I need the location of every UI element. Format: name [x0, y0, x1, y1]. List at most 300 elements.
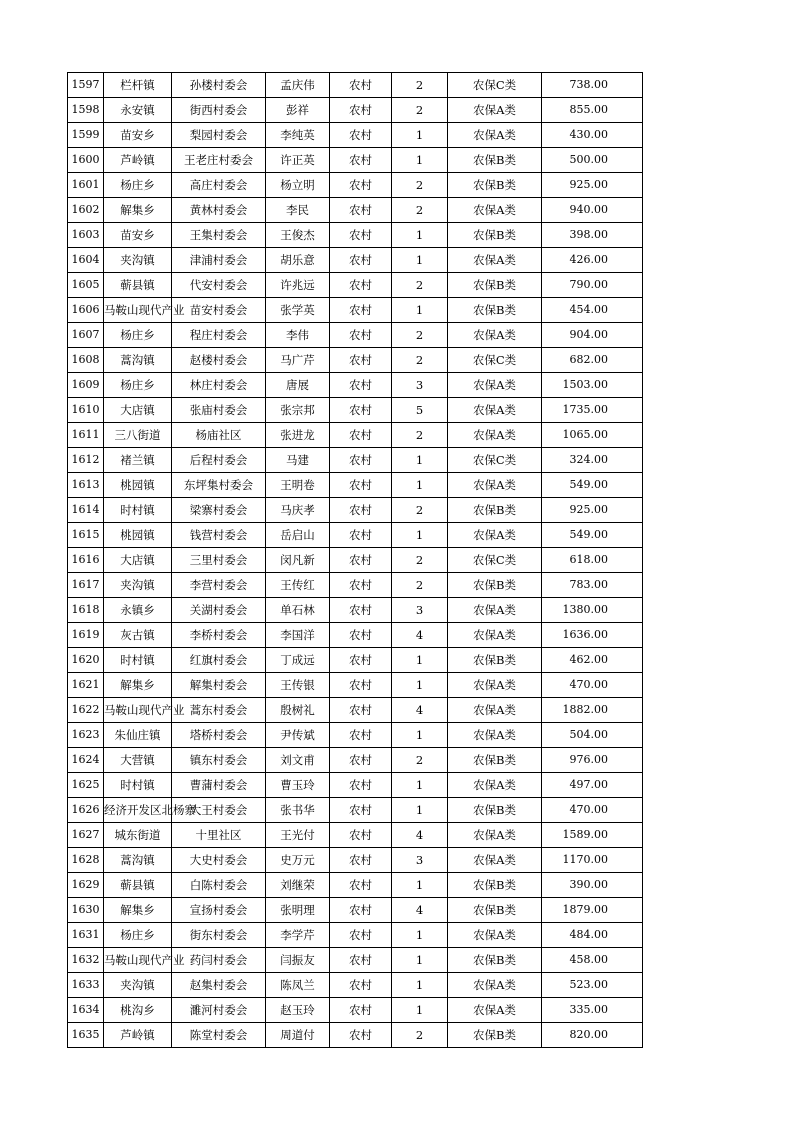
- area-type-cell: 农村: [330, 848, 392, 873]
- row-number-cell: 1628: [68, 848, 104, 873]
- person-name-cell: 周道付: [266, 1023, 330, 1048]
- amount-cell: 1882.00: [542, 698, 643, 723]
- row-number-cell: 1633: [68, 973, 104, 998]
- amount-cell: 398.00: [542, 223, 643, 248]
- person-name-cell: 曹玉玲: [266, 773, 330, 798]
- row-number-cell: 1618: [68, 598, 104, 623]
- amount-cell: 470.00: [542, 673, 643, 698]
- person-name-cell: 王俊杰: [266, 223, 330, 248]
- household-count-cell: 1: [392, 523, 448, 548]
- person-name-cell: 赵玉玲: [266, 998, 330, 1023]
- town-cell: 城东街道: [104, 823, 172, 848]
- person-name-cell: 李纯英: [266, 123, 330, 148]
- insurance-category-cell: 农保A类: [448, 323, 542, 348]
- area-type-cell: 农村: [330, 423, 392, 448]
- village-committee-cell: 李营村委会: [172, 573, 266, 598]
- village-committee-cell: 塔桥村委会: [172, 723, 266, 748]
- household-count-cell: 4: [392, 898, 448, 923]
- town-cell: 桃园镇: [104, 523, 172, 548]
- town-cell: 杨庄乡: [104, 323, 172, 348]
- amount-cell: 324.00: [542, 448, 643, 473]
- person-name-cell: 胡乐意: [266, 248, 330, 273]
- table-row: [68, 873, 643, 898]
- row-number-cell: 1599: [68, 123, 104, 148]
- area-type-cell: 农村: [330, 98, 392, 123]
- insurance-category-cell: 农保A类: [448, 423, 542, 448]
- person-name-cell: 王传红: [266, 573, 330, 598]
- row-number-cell: 1632: [68, 948, 104, 973]
- area-type-cell: 农村: [330, 473, 392, 498]
- household-count-cell: 1: [392, 773, 448, 798]
- household-count-cell: 2: [392, 573, 448, 598]
- village-committee-cell: 十里社区: [172, 823, 266, 848]
- household-count-cell: 1: [392, 248, 448, 273]
- table-row: [68, 398, 643, 423]
- household-count-cell: 2: [392, 173, 448, 198]
- amount-cell: 549.00: [542, 473, 643, 498]
- village-committee-cell: 赵楼村委会: [172, 348, 266, 373]
- row-number-cell: 1606: [68, 298, 104, 323]
- amount-cell: 1503.00: [542, 373, 643, 398]
- town-cell: 芦岭镇: [104, 148, 172, 173]
- amount-cell: 335.00: [542, 998, 643, 1023]
- household-count-cell: 2: [392, 748, 448, 773]
- town-cell: 蕲县镇: [104, 273, 172, 298]
- person-name-cell: 许正英: [266, 148, 330, 173]
- amount-cell: 1735.00: [542, 398, 643, 423]
- area-type-cell: 农村: [330, 948, 392, 973]
- table-row: [68, 298, 643, 323]
- town-cell: 解集乡: [104, 898, 172, 923]
- insurance-category-cell: 农保B类: [448, 648, 542, 673]
- village-committee-cell: 白陈村委会: [172, 873, 266, 898]
- village-committee-cell: 三里村委会: [172, 548, 266, 573]
- person-name-cell: 王明卷: [266, 473, 330, 498]
- table-row: [68, 798, 643, 823]
- area-type-cell: 农村: [330, 798, 392, 823]
- insurance-category-cell: 农保B类: [448, 148, 542, 173]
- row-number-cell: 1607: [68, 323, 104, 348]
- household-count-cell: 1: [392, 948, 448, 973]
- town-cell: 蒿沟镇: [104, 348, 172, 373]
- household-count-cell: 5: [392, 398, 448, 423]
- area-type-cell: 农村: [330, 348, 392, 373]
- person-name-cell: 张书华: [266, 798, 330, 823]
- insurance-category-cell: 农保A类: [448, 123, 542, 148]
- insurance-category-cell: 农保C类: [448, 548, 542, 573]
- insurance-category-cell: 农保A类: [448, 998, 542, 1023]
- person-name-cell: 单石林: [266, 598, 330, 623]
- row-number-cell: 1602: [68, 198, 104, 223]
- amount-cell: 790.00: [542, 273, 643, 298]
- household-count-cell: 1: [392, 673, 448, 698]
- town-cell: 蕲县镇: [104, 873, 172, 898]
- town-cell: 时村镇: [104, 773, 172, 798]
- amount-cell: 497.00: [542, 773, 643, 798]
- amount-cell: 470.00: [542, 798, 643, 823]
- row-number-cell: 1623: [68, 723, 104, 748]
- table-row: [68, 423, 643, 448]
- area-type-cell: 农村: [330, 748, 392, 773]
- row-number-cell: 1616: [68, 548, 104, 573]
- insurance-category-cell: 农保A类: [448, 723, 542, 748]
- household-count-cell: 1: [392, 723, 448, 748]
- town-cell: 蒿沟镇: [104, 848, 172, 873]
- town-cell: 杨庄乡: [104, 173, 172, 198]
- table-row: [68, 898, 643, 923]
- row-number-cell: 1603: [68, 223, 104, 248]
- village-committee-cell: 镇东村委会: [172, 748, 266, 773]
- insurance-category-cell: 农保A类: [448, 673, 542, 698]
- household-count-cell: 2: [392, 273, 448, 298]
- village-committee-cell: 大史村委会: [172, 848, 266, 873]
- area-type-cell: 农村: [330, 573, 392, 598]
- area-type-cell: 农村: [330, 773, 392, 798]
- town-cell: 大营镇: [104, 748, 172, 773]
- row-number-cell: 1634: [68, 998, 104, 1023]
- household-count-cell: 1: [392, 448, 448, 473]
- town-cell: 三八街道: [104, 423, 172, 448]
- household-count-cell: 2: [392, 98, 448, 123]
- person-name-cell: 殷树礼: [266, 698, 330, 723]
- amount-cell: 783.00: [542, 573, 643, 598]
- insurance-category-cell: 农保B类: [448, 798, 542, 823]
- amount-cell: 500.00: [542, 148, 643, 173]
- village-committee-cell: 关湖村委会: [172, 598, 266, 623]
- row-number-cell: 1612: [68, 448, 104, 473]
- table-row: [68, 848, 643, 873]
- area-type-cell: 农村: [330, 323, 392, 348]
- table-row: [68, 748, 643, 773]
- row-number-cell: 1617: [68, 573, 104, 598]
- household-count-cell: 2: [392, 548, 448, 573]
- table-row: [68, 498, 643, 523]
- household-count-cell: 1: [392, 298, 448, 323]
- town-cell: 桃园镇: [104, 473, 172, 498]
- village-committee-cell: 林庄村委会: [172, 373, 266, 398]
- insurance-category-cell: 农保A类: [448, 598, 542, 623]
- person-name-cell: 李国洋: [266, 623, 330, 648]
- town-cell: 灰古镇: [104, 623, 172, 648]
- village-committee-cell: 大王村委会: [172, 798, 266, 823]
- row-number-cell: 1620: [68, 648, 104, 673]
- row-number-cell: 1629: [68, 873, 104, 898]
- insurance-category-cell: 农保A类: [448, 248, 542, 273]
- row-number-cell: 1605: [68, 273, 104, 298]
- household-count-cell: 3: [392, 373, 448, 398]
- row-number-cell: 1604: [68, 248, 104, 273]
- area-type-cell: 农村: [330, 1023, 392, 1048]
- area-type-cell: 农村: [330, 973, 392, 998]
- area-type-cell: 农村: [330, 448, 392, 473]
- village-committee-cell: 苗安村委会: [172, 298, 266, 323]
- insurance-category-cell: 农保A类: [448, 823, 542, 848]
- table-row: [68, 998, 643, 1023]
- household-count-cell: 1: [392, 973, 448, 998]
- amount-cell: 1636.00: [542, 623, 643, 648]
- row-number-cell: 1624: [68, 748, 104, 773]
- area-type-cell: 农村: [330, 623, 392, 648]
- person-name-cell: 岳启山: [266, 523, 330, 548]
- town-cell: 杨庄乡: [104, 923, 172, 948]
- village-committee-cell: 后程村委会: [172, 448, 266, 473]
- table-row: [68, 973, 643, 998]
- household-count-cell: 1: [392, 798, 448, 823]
- table-row: [68, 73, 643, 98]
- data-sheet: [67, 72, 643, 1048]
- row-number-cell: 1598: [68, 98, 104, 123]
- amount-cell: 523.00: [542, 973, 643, 998]
- amount-cell: 940.00: [542, 198, 643, 223]
- insurance-category-cell: 农保A类: [448, 523, 542, 548]
- table-row: [68, 948, 643, 973]
- town-cell: 马鞍山现代产业: [104, 298, 172, 323]
- insurance-category-cell: 农保B类: [448, 273, 542, 298]
- area-type-cell: 农村: [330, 598, 392, 623]
- person-name-cell: 陈凤兰: [266, 973, 330, 998]
- row-number-cell: 1611: [68, 423, 104, 448]
- area-type-cell: 农村: [330, 248, 392, 273]
- insurance-category-cell: 农保A类: [448, 848, 542, 873]
- person-name-cell: 许兆远: [266, 273, 330, 298]
- table-row: [68, 1023, 643, 1048]
- amount-cell: 1589.00: [542, 823, 643, 848]
- amount-cell: 1170.00: [542, 848, 643, 873]
- insurance-category-cell: 农保A类: [448, 373, 542, 398]
- town-cell: 苗安乡: [104, 223, 172, 248]
- table-row: [68, 523, 643, 548]
- area-type-cell: 农村: [330, 548, 392, 573]
- table-row: [68, 98, 643, 123]
- village-committee-cell: 街西村委会: [172, 98, 266, 123]
- insurance-category-cell: 农保A类: [448, 473, 542, 498]
- person-name-cell: 张宗邦: [266, 398, 330, 423]
- table-row: [68, 373, 643, 398]
- row-number-cell: 1597: [68, 73, 104, 98]
- table-body: [68, 73, 643, 1048]
- amount-cell: 618.00: [542, 548, 643, 573]
- row-number-cell: 1610: [68, 398, 104, 423]
- household-count-cell: 1: [392, 223, 448, 248]
- household-count-cell: 2: [392, 348, 448, 373]
- household-count-cell: 1: [392, 923, 448, 948]
- amount-cell: 462.00: [542, 648, 643, 673]
- insurance-category-cell: 农保C类: [448, 448, 542, 473]
- town-cell: 夹沟镇: [104, 973, 172, 998]
- household-count-cell: 2: [392, 1023, 448, 1048]
- area-type-cell: 农村: [330, 698, 392, 723]
- village-committee-cell: 赵集村委会: [172, 973, 266, 998]
- person-name-cell: 闵凡新: [266, 548, 330, 573]
- village-committee-cell: 红旗村委会: [172, 648, 266, 673]
- amount-cell: 1879.00: [542, 898, 643, 923]
- row-number-cell: 1613: [68, 473, 104, 498]
- village-committee-cell: 梁寨村委会: [172, 498, 266, 523]
- town-cell: 夹沟镇: [104, 248, 172, 273]
- row-number-cell: 1619: [68, 623, 104, 648]
- town-cell: 大店镇: [104, 548, 172, 573]
- household-count-cell: 1: [392, 473, 448, 498]
- table-row: [68, 823, 643, 848]
- person-name-cell: 杨立明: [266, 173, 330, 198]
- household-count-cell: 1: [392, 148, 448, 173]
- town-cell: 永安镇: [104, 98, 172, 123]
- town-cell: 马鞍山现代产业: [104, 948, 172, 973]
- town-cell: 芦岭镇: [104, 1023, 172, 1048]
- village-committee-cell: 蒿东村委会: [172, 698, 266, 723]
- insurance-category-cell: 农保A类: [448, 973, 542, 998]
- amount-cell: 458.00: [542, 948, 643, 973]
- insurance-category-cell: 农保C类: [448, 348, 542, 373]
- household-count-cell: 2: [392, 198, 448, 223]
- village-committee-cell: 孙楼村委会: [172, 73, 266, 98]
- person-name-cell: 尹传斌: [266, 723, 330, 748]
- row-number-cell: 1614: [68, 498, 104, 523]
- table-row: [68, 323, 643, 348]
- amount-cell: 426.00: [542, 248, 643, 273]
- area-type-cell: 农村: [330, 73, 392, 98]
- insurance-category-cell: 农保B类: [448, 1023, 542, 1048]
- household-count-cell: 1: [392, 873, 448, 898]
- row-number-cell: 1609: [68, 373, 104, 398]
- insurance-category-cell: 农保B类: [448, 223, 542, 248]
- area-type-cell: 农村: [330, 398, 392, 423]
- person-name-cell: 张学英: [266, 298, 330, 323]
- village-committee-cell: 王集村委会: [172, 223, 266, 248]
- amount-cell: 925.00: [542, 498, 643, 523]
- amount-cell: 738.00: [542, 73, 643, 98]
- person-name-cell: 闫振友: [266, 948, 330, 973]
- table-row: [68, 198, 643, 223]
- town-cell: 时村镇: [104, 648, 172, 673]
- amount-cell: 430.00: [542, 123, 643, 148]
- town-cell: 褚兰镇: [104, 448, 172, 473]
- table-row: [68, 173, 643, 198]
- table-row: [68, 148, 643, 173]
- row-number-cell: 1631: [68, 923, 104, 948]
- insurance-category-cell: 农保B类: [448, 873, 542, 898]
- household-count-cell: 1: [392, 998, 448, 1023]
- village-committee-cell: 梨园村委会: [172, 123, 266, 148]
- area-type-cell: 农村: [330, 173, 392, 198]
- table-row: [68, 923, 643, 948]
- table-row: [68, 123, 643, 148]
- household-count-cell: 2: [392, 423, 448, 448]
- table-row: [68, 348, 643, 373]
- amount-cell: 925.00: [542, 173, 643, 198]
- household-count-cell: 3: [392, 598, 448, 623]
- area-type-cell: 农村: [330, 873, 392, 898]
- household-count-cell: 1: [392, 648, 448, 673]
- household-count-cell: 4: [392, 623, 448, 648]
- household-count-cell: 1: [392, 123, 448, 148]
- area-type-cell: 农村: [330, 523, 392, 548]
- area-type-cell: 农村: [330, 198, 392, 223]
- town-cell: 解集乡: [104, 673, 172, 698]
- table-row: [68, 623, 643, 648]
- village-committee-cell: 黄林村委会: [172, 198, 266, 223]
- area-type-cell: 农村: [330, 823, 392, 848]
- village-committee-cell: 东坪集村委会: [172, 473, 266, 498]
- town-cell: 大店镇: [104, 398, 172, 423]
- town-cell: 解集乡: [104, 198, 172, 223]
- area-type-cell: 农村: [330, 648, 392, 673]
- amount-cell: 504.00: [542, 723, 643, 748]
- amount-cell: 820.00: [542, 1023, 643, 1048]
- household-count-cell: 4: [392, 823, 448, 848]
- table-row: [68, 223, 643, 248]
- person-name-cell: 彭祥: [266, 98, 330, 123]
- row-number-cell: 1630: [68, 898, 104, 923]
- area-type-cell: 农村: [330, 723, 392, 748]
- row-number-cell: 1622: [68, 698, 104, 723]
- village-committee-cell: 津浦村委会: [172, 248, 266, 273]
- row-number-cell: 1625: [68, 773, 104, 798]
- row-number-cell: 1608: [68, 348, 104, 373]
- amount-cell: 855.00: [542, 98, 643, 123]
- person-name-cell: 史万元: [266, 848, 330, 873]
- area-type-cell: 农村: [330, 223, 392, 248]
- insurance-category-cell: 农保A类: [448, 623, 542, 648]
- row-number-cell: 1627: [68, 823, 104, 848]
- table-row: [68, 448, 643, 473]
- insurance-category-cell: 农保B类: [448, 948, 542, 973]
- amount-cell: 390.00: [542, 873, 643, 898]
- person-name-cell: 王光付: [266, 823, 330, 848]
- row-number-cell: 1600: [68, 148, 104, 173]
- village-committee-cell: 王老庄村委会: [172, 148, 266, 173]
- town-cell: 马鞍山现代产业: [104, 698, 172, 723]
- row-number-cell: 1635: [68, 1023, 104, 1048]
- town-cell: 栏杆镇: [104, 73, 172, 98]
- amount-cell: 682.00: [542, 348, 643, 373]
- household-count-cell: 2: [392, 498, 448, 523]
- village-committee-cell: 药闫村委会: [172, 948, 266, 973]
- amount-cell: 549.00: [542, 523, 643, 548]
- area-type-cell: 农村: [330, 898, 392, 923]
- village-committee-cell: 李桥村委会: [172, 623, 266, 648]
- insurance-category-cell: 农保C类: [448, 73, 542, 98]
- person-name-cell: 李伟: [266, 323, 330, 348]
- amount-cell: 1380.00: [542, 598, 643, 623]
- insurance-category-cell: 农保B类: [448, 173, 542, 198]
- village-committee-cell: 街东村委会: [172, 923, 266, 948]
- area-type-cell: 农村: [330, 673, 392, 698]
- area-type-cell: 农村: [330, 123, 392, 148]
- town-cell: 永镇乡: [104, 598, 172, 623]
- village-committee-cell: 程庄村委会: [172, 323, 266, 348]
- insurance-category-cell: 农保B类: [448, 498, 542, 523]
- town-cell: 夹沟镇: [104, 573, 172, 598]
- table-row: [68, 673, 643, 698]
- village-committee-cell: 代安村委会: [172, 273, 266, 298]
- table-row: [68, 698, 643, 723]
- area-type-cell: 农村: [330, 148, 392, 173]
- records-table: [67, 72, 643, 1048]
- village-committee-cell: 濉河村委会: [172, 998, 266, 1023]
- town-cell: 时村镇: [104, 498, 172, 523]
- amount-cell: 454.00: [542, 298, 643, 323]
- town-cell: 杨庄乡: [104, 373, 172, 398]
- person-name-cell: 张进龙: [266, 423, 330, 448]
- person-name-cell: 丁成远: [266, 648, 330, 673]
- village-committee-cell: 张庙村委会: [172, 398, 266, 423]
- table-row: [68, 473, 643, 498]
- village-committee-cell: 宣扬村委会: [172, 898, 266, 923]
- village-committee-cell: 曹蒲村委会: [172, 773, 266, 798]
- household-count-cell: 3: [392, 848, 448, 873]
- town-cell: 经济开发区北杨寨: [104, 798, 172, 823]
